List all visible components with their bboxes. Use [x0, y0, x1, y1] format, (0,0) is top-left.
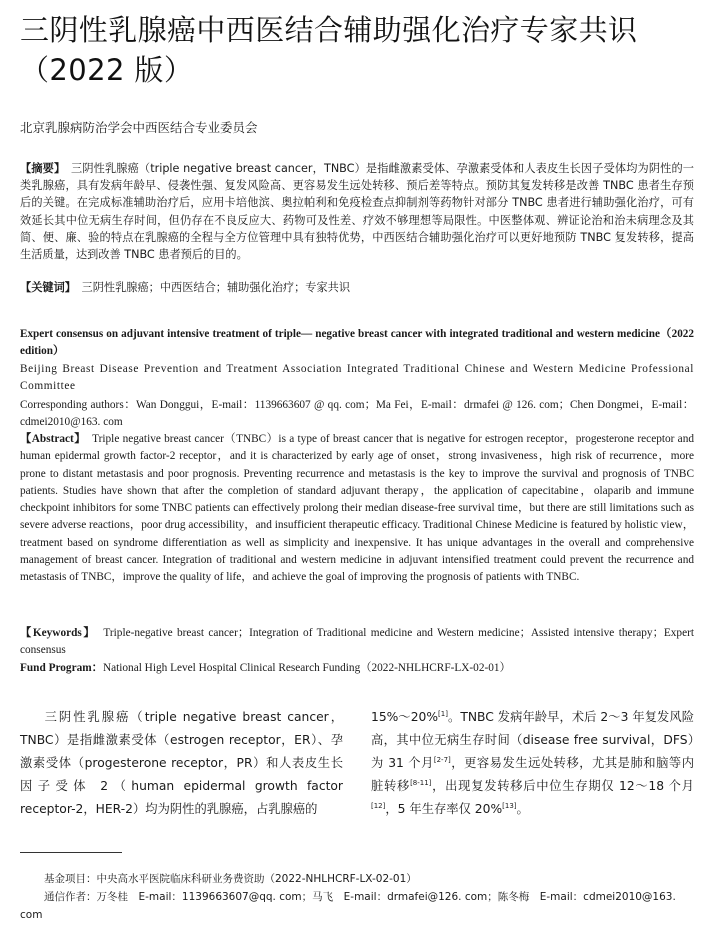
abstract-en-text: Triple negative breast cancer（TNBC）is a type of breast cancer that is negative for estrogen receptor，progesterone receptor and human epidermal growth factor-2 receptor，and it is characterized by early age of onset，strong invasiveness，high risk of recurrence，more prone to distant metastasis and poor prognosis. Preventing recurrence and metastasis is the key to improve the survival and prognosis of TNBC patients. Studies have shown that after the completion of standard adjuvant therapy，the application of capecitabine，olaparib and immune checkpoint inhibitors for some TNBC patients can effectively prolong their median disease-free survival time，but there are still limitations such as severe adverse reactions，poor drug accessibility，and insufficient therapeutic efficacy. Traditional Chinese Medicine is featured by holistic view，treatment based on syndrome differentiation as well as simplicity and inexpensive. It has unique advantages in the overall and comprehensive management of breast cancer. Integration of traditional and western medicine in adjuvant intensified treatment could prevent the recurrence and metastasis of TNBC，improve the quality of life，and achieve the goal of improving the prognosis of patients with TNBC.	[20, 433, 694, 584]
abstract-en-label: 【Abstract】	[20, 433, 81, 445]
body-text: 。	[516, 802, 529, 816]
footnote-divider	[20, 852, 122, 853]
body-text: ，更容易发生远处转移，尤其是肺和脑等内脏转移	[371, 756, 694, 793]
paper-title-cn: 三阴性乳腺癌中西医结合辅助强化治疗专家共识（2022 版）	[20, 13, 638, 87]
abstract-cn-text: 三阴性乳腺癌（triple negative breast cancer，TNBC）是指雌激素受体、孕激素受体和人表皮生长因子受体均为阴性的一类乳腺癌，具有发病年龄早、侵袭性强、复发风险高、更容易发生远处转移、预后差等特点。预防其复发转移是改善 TNBC 患者生存预后的关键。在完成标准辅助治疗后，应用卡培他滨、奥拉帕利和免疫检查点抑制剂等药物针对部分 TNBC 患者进行辅助强化治疗，可有效延长其中位无病生存时间，但仍存在不良反应大、药物可及性差、疗效不够理想等局限性。中医整体观、辨证论治和治未病理念及其简、便、廉、验的特点在乳腺癌的全程与全方位管理中具有独特优势，中西医结合辅助强化治疗可以更好地预防 TNBC 复发转移，提高生活质量，达到改善 TNBC 患者预后的目的。	[20, 162, 694, 262]
abstract-cn	[20, 160, 694, 263]
citation-ref: [12]	[371, 801, 386, 810]
body-text: 15%～20%	[371, 710, 439, 724]
corresponding-authors-en: Corresponding authors：Wan Donggui，E-mail：1139663607 @ qq. com；Ma Fei，E-mail：drmafei @ 126. com；Chen Dongmei，E-mail：cdmei2010@163. com	[20, 399, 695, 429]
body-text: ，5 年生存率仅 20%	[385, 802, 503, 816]
keywords-cn-text: 三阴性乳腺癌；中西医结合；辅助强化治疗；专家共识	[81, 281, 351, 294]
abstract-en	[20, 431, 694, 587]
keywords-cn	[20, 279, 694, 296]
body-text: ，出现复发转移后中位生存期仅 12～18 个月	[431, 779, 694, 793]
fund-program-en-label: Fund Program：	[20, 662, 103, 674]
fund-program-en-text: National High Level Hospital Clinical Research Funding（2022-NHLHCRF-LX-02-01）	[102, 662, 511, 674]
citation-ref: [1]	[438, 709, 448, 718]
body-text: 。TNBC 发病年龄早，术后 2～3 年复发风险高，其中位无病生存时间（disease free survival，DFS）为 31 个月	[371, 710, 695, 770]
body-column-left: 三阴性乳腺癌（triple negative breast cancer，TNBC）是指雌激素受体（estrogen receptor，ER）、孕激素受体（progesterone receptor，PR）和人表皮生长因子受体 2（human epidermal growth factor receptor-2，HER-2）均为阴性的乳腺癌，占乳腺癌的	[20, 710, 343, 816]
fund-program-en	[20, 660, 694, 677]
footnote-corresponding: 通信作者：万冬桂 E-mail：1139663607@qq. com；马飞 E-mail：drmafei@126. com；陈冬梅 E-mail：cdmei2010@163. com	[20, 891, 676, 921]
citation-ref: [8-11]	[410, 778, 432, 787]
keywords-en-label: 【Keywords】	[20, 627, 91, 639]
keywords-en	[20, 625, 694, 660]
body-column-right	[371, 706, 694, 821]
paper-title-en: Expert consensus on adjuvant intensive treatment of triple— negative breast cancer with integrated traditional and western medicine（2022 edition）	[20, 328, 694, 357]
citation-ref: [2-7]	[433, 755, 451, 764]
abstract-cn-label: 【摘要】	[20, 162, 60, 175]
author-organization-cn: 北京乳腺病防治学会中西医结合专业委员会	[20, 120, 258, 135]
keywords-cn-label: 【关键词】	[20, 281, 71, 294]
footnote-fund: 基金项目：中央高水平医院临床科研业务费资助（2022-NHLHCRF-LX-02-01）	[44, 873, 417, 885]
author-organization-en: Beijing Breast Disease Prevention and Treatment Association Integrated Traditional Chinese and Western Medicine Professional Committee	[20, 363, 694, 393]
citation-ref: [13]	[502, 801, 517, 810]
keywords-en-text: Triple-negative breast cancer；Integration of Traditional medicine and Western medicine；Assisted intensive therapy；Expert consensus	[20, 627, 694, 657]
